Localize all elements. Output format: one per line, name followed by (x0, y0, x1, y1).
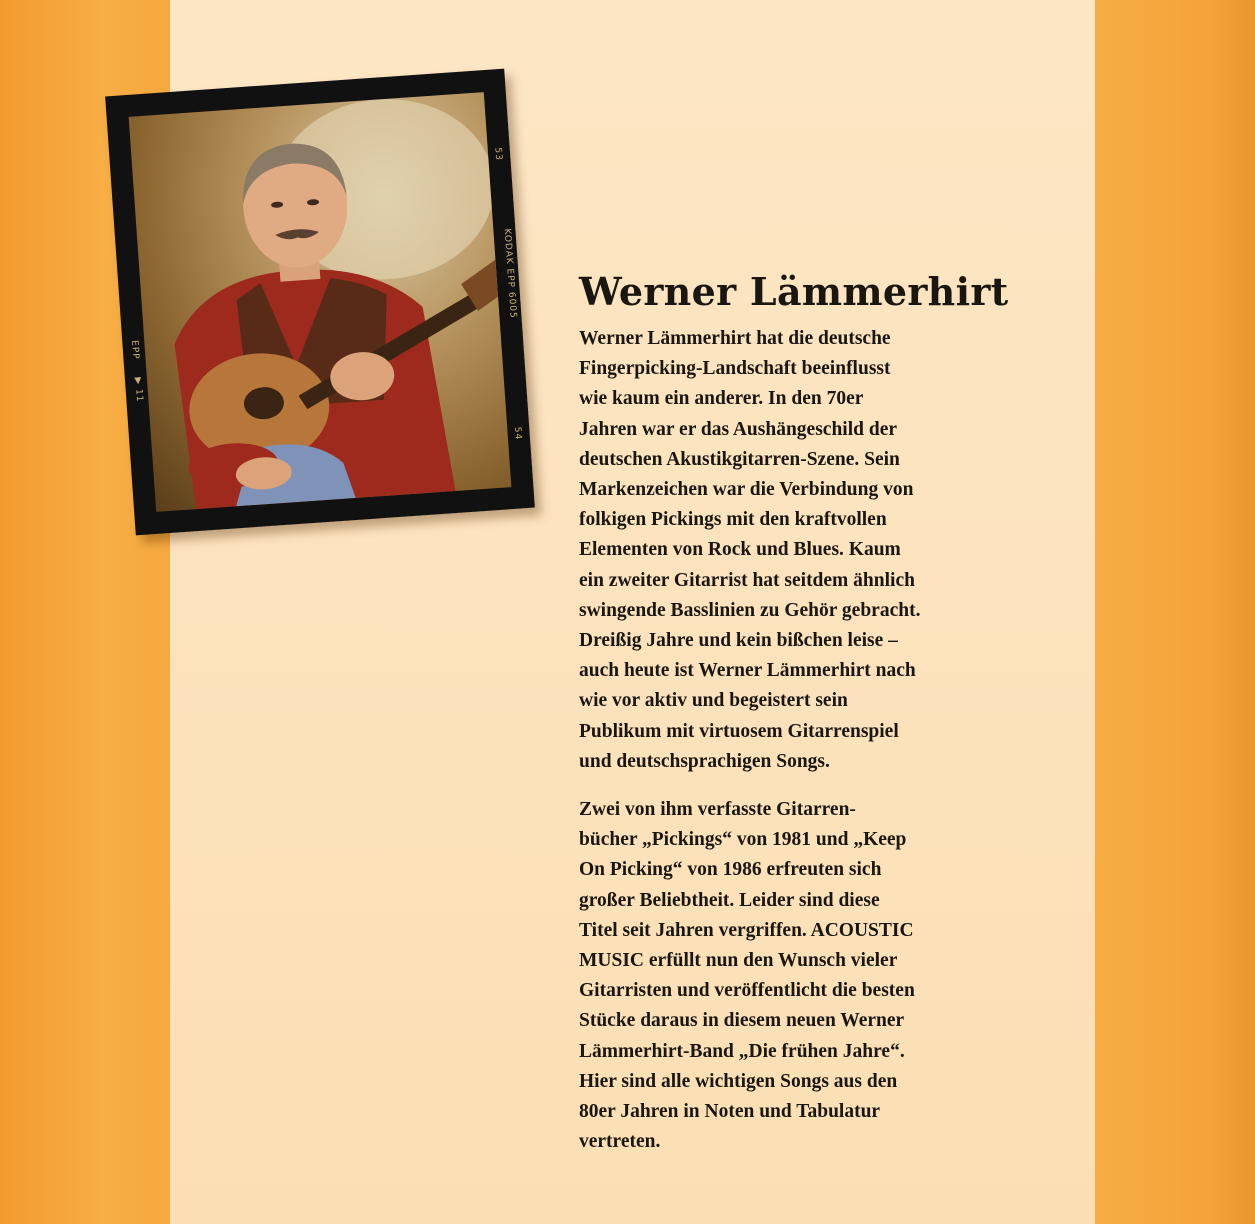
article-title: Werner Lämmerhirt (579, 269, 1009, 314)
article-line: wie vor aktiv und begeistert sein (579, 690, 848, 712)
article-line: Werner Lämmerhirt hat die deutsche (579, 328, 891, 349)
article-line: auch heute ist Werner Lämmerhirt nach (579, 660, 916, 682)
article-line: 80er Jahren in Noten und Tabulatur (579, 1101, 881, 1123)
article-line: vertreten. (579, 1131, 661, 1153)
article-line: Publikum mit virtuosem Gitarrenspiel (579, 720, 899, 742)
article-line: Gitarristen und veröffentlicht die besten (579, 980, 915, 1002)
article-line: folkigen Pickings mit den kraftvollen (579, 509, 887, 531)
article-line: Lämmerhirt-Band „Die frühen Jahre“. (579, 1040, 905, 1062)
article-paragraph-1 (579, 324, 1049, 777)
article-line: bücher „Pickings“ von 1981 und „Keep (579, 829, 907, 851)
photo-print (105, 69, 535, 536)
film-mark-frame: ▶ 11 (132, 376, 145, 403)
portrait-illustration (129, 92, 512, 512)
article-line: Fingerpicking-Landschaft beeinflusst (579, 358, 891, 380)
article-line: Stücke daraus in diesem neuen Werner (579, 1010, 905, 1032)
article-line: swingende Basslinien zu Gehör gebracht. (579, 599, 921, 621)
portrait-photo (129, 92, 512, 512)
article-line: Jahren war er das Aushängeschild der (579, 418, 898, 440)
article-line: ein zweiter Gitarrist hat seitdem ähnlich (579, 569, 915, 591)
film-mark-epp: EPP (129, 339, 141, 361)
article-line: und deutschsprachigen Songs. (579, 750, 830, 772)
article-line: wie kaum ein anderer. In den 70er (579, 388, 864, 410)
film-mark-kodak: KODAK EPP 6005 (501, 228, 518, 320)
article (579, 268, 1049, 1175)
article-line: On Picking“ von 1986 erfreuten sich (579, 859, 882, 881)
film-mark-bottom: 54 (511, 426, 523, 441)
article-line: Elementen von Rock und Blues. Kaum (579, 539, 901, 561)
article-line: großer Beliebtheit. Leider sind diese (579, 889, 880, 911)
film-mark-top: 53 (491, 147, 503, 162)
article-line: Titel seit Jahren vergriffen. ACOUSTIC (579, 919, 914, 941)
article-paragraph-2 (579, 795, 1049, 1157)
article-line: Hier sind alle wichtigen Songs aus den (579, 1070, 898, 1092)
article-line: Dreißig Jahre und kein bißchen leise – (579, 630, 898, 652)
article-line: deutschen Akustikgitarren-Szene. Sein (579, 448, 900, 470)
article-line: Markenzeichen war die Verbindung von (579, 479, 914, 501)
article-line: Zwei von ihm verfasste Gitarren- (579, 799, 856, 821)
article-line: MUSIC erfüllt nun den Wunsch vieler (579, 950, 898, 972)
right-orange-stripe (1095, 0, 1255, 1224)
